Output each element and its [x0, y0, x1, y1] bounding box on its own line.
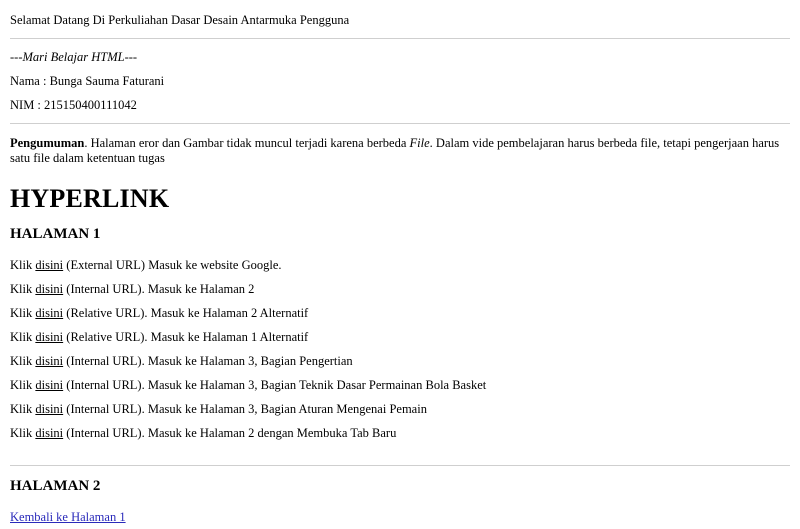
link-description: (Internal URL). Masuk ke Halaman 3, Bagian Aturan Mengenai Pemain [63, 402, 427, 416]
link-description: (Relative URL). Masuk ke Halaman 1 Alternatif [63, 330, 309, 344]
student-name: Nama : Bunga Sauma Faturani [10, 74, 165, 88]
link-prefix: Klik [10, 378, 36, 392]
welcome-text: Selamat Datang Di Perkuliahan Dasar Desain Antarmuka Pengguna [10, 13, 350, 27]
link-kembali-halaman-1[interactable]: Kembali ke Halaman 1 [10, 510, 126, 524]
link-description: (Internal URL). Masuk ke Halaman 2 [63, 282, 255, 296]
list-item [10, 397, 790, 421]
announcement-text-2: . Dalam vide pembelajaran harus berbeda file, tetapi pengerjaan harus satu file dalam ketentuan tugas [10, 136, 780, 165]
heading-halaman-1: HALAMAN 1 [10, 226, 101, 242]
link-prefix: Klik [10, 402, 36, 416]
link-prefix: Klik [10, 258, 36, 272]
link-prefix: Klik [10, 282, 36, 296]
back-link-row [10, 505, 790, 529]
announcement-italic-word: File [409, 136, 430, 150]
list-item [10, 277, 790, 301]
divider-halaman-2 [10, 465, 790, 466]
link-description: (External URL) Masuk ke website Google. [63, 258, 282, 272]
spacer [10, 445, 790, 459]
link-prefix: Klik [10, 354, 36, 368]
link-prefix: Klik [10, 330, 36, 344]
student-nim: NIM : 215150400111042 [10, 98, 137, 112]
link-description: (Relative URL). Masuk ke Halaman 2 Alternatif [63, 306, 309, 320]
link-description: (Internal URL). Masuk ke Halaman 3, Bagian Teknik Dasar Permainan Bola Basket [63, 378, 487, 392]
link-disini-halaman-3-pengertian[interactable]: disini [35, 354, 64, 368]
divider-announcement [10, 123, 790, 124]
list-item [10, 421, 790, 445]
link-description: (Internal URL). Masuk ke Halaman 2 dengan Membuka Tab Baru [63, 426, 397, 440]
page-title: HYPERLINK [10, 184, 170, 213]
link-disini-halaman-2[interactable]: disini [35, 282, 64, 296]
announcement-label: Pengumuman [10, 136, 85, 150]
list-item [10, 253, 790, 277]
announcement-text-1: . Halaman eror dan Gambar tidak muncul terjadi karena berbeda [84, 136, 410, 150]
link-disini-halaman-2-tab-baru[interactable]: disini [35, 426, 64, 440]
list-item [10, 301, 790, 325]
announcement [10, 130, 790, 174]
list-item [10, 349, 790, 373]
link-disini-halaman-3-aturan-pemain[interactable]: disini [35, 402, 64, 416]
link-disini-halaman-3-teknik-dasar[interactable]: disini [35, 378, 64, 392]
link-disini-halaman-2-alternatif[interactable]: disini [35, 306, 64, 320]
link-prefix: Klik [10, 306, 36, 320]
divider-top [10, 38, 790, 39]
list-item [10, 373, 790, 397]
link-description: (Internal URL). Masuk ke Halaman 3, Bagian Pengertian [63, 354, 353, 368]
list-item [10, 325, 790, 349]
subtitle-text: ---Mari Belajar HTML--- [10, 50, 138, 64]
link-prefix: Klik [10, 426, 36, 440]
heading-halaman-2: HALAMAN 2 [10, 478, 101, 494]
link-disini-halaman-1-alternatif[interactable]: disini [35, 330, 64, 344]
link-disini-external-google[interactable]: disini [35, 258, 64, 272]
